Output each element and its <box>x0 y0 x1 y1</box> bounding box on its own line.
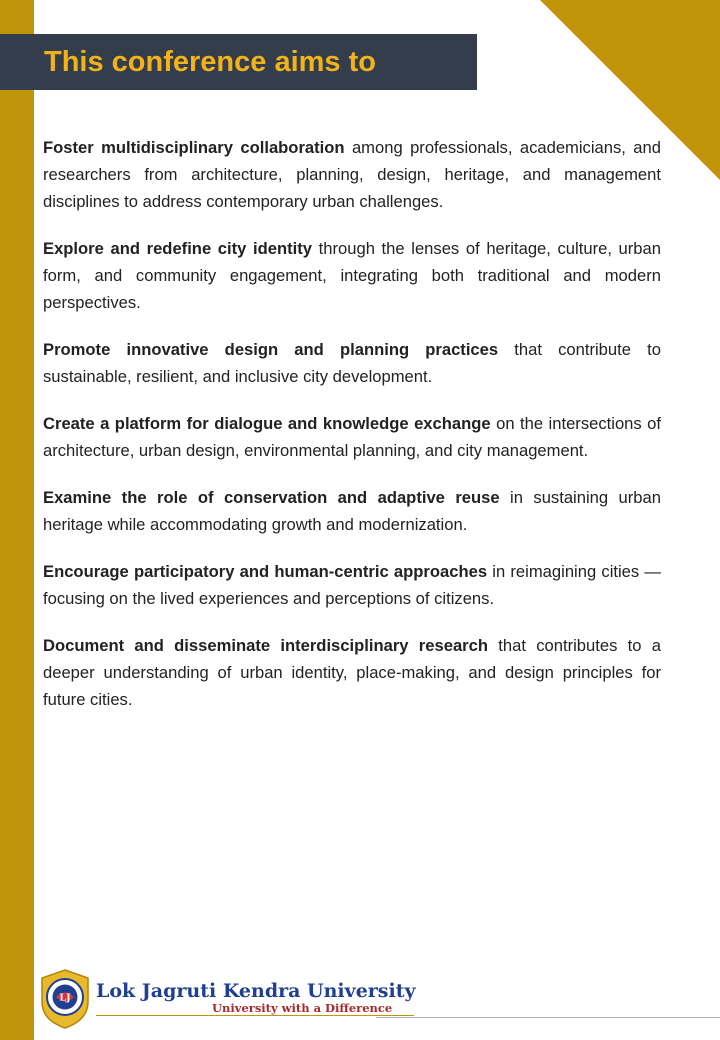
aim-lead: Promote innovative design and planning practices <box>43 340 499 359</box>
aim-text: among professionals, academicians, and researchers from architecture, planning, design, heritage, and management disciplines to address contemporary urban challenges. <box>43 138 661 211</box>
aim-item <box>43 336 661 390</box>
page-title: This conference aims to <box>44 46 376 78</box>
aim-lead: Foster multidisciplinary collaboration <box>43 138 345 157</box>
aim-text: in sustaining urban heritage while accommodating growth and modernization. <box>43 488 661 534</box>
footer-divider <box>376 1017 720 1018</box>
aim-item <box>43 235 661 316</box>
aim-text: on the intersections of architecture, urban design, environmental planning, and city management. <box>43 414 662 460</box>
aim-item <box>43 632 661 713</box>
aim-item <box>43 410 661 464</box>
aim-item <box>43 134 661 215</box>
aim-item <box>43 484 661 538</box>
tagline-underline <box>96 1015 414 1016</box>
university-seal-logo <box>36 966 94 1030</box>
aim-text: in reimagining cities — focusing on the lived experiences and perceptions of citizens. <box>43 562 661 608</box>
university-tagline: University with a Difference <box>212 1001 393 1015</box>
aim-lead: Create a platform for dialogue and knowledge exchange <box>43 414 491 433</box>
svg-text:LJ: LJ <box>59 992 71 1004</box>
aim-lead: Document and disseminate interdisciplinary research <box>43 636 488 655</box>
footer <box>36 964 720 1040</box>
aim-text: through the lenses of heritage, culture, urban form, and community engagement, integrating both traditional and modern perspectives. <box>43 239 661 312</box>
aim-item <box>43 558 661 612</box>
left-gold-bar <box>0 0 34 1040</box>
aim-lead: Encourage participatory and human-centric approaches <box>43 562 488 581</box>
title-banner <box>0 34 477 90</box>
university-name: Lok Jagruti Kendra University <box>96 980 416 1002</box>
aim-lead: Examine the role of conservation and adaptive reuse <box>43 488 500 507</box>
aim-lead: Explore and redefine city identity <box>43 239 313 258</box>
aim-text: that contribute to sustainable, resilient, and inclusive city development. <box>43 340 661 386</box>
aims-list <box>43 134 661 733</box>
aim-text: that contributes to a deeper understanding of urban identity, place-making, and design principles for future cities. <box>43 636 661 709</box>
